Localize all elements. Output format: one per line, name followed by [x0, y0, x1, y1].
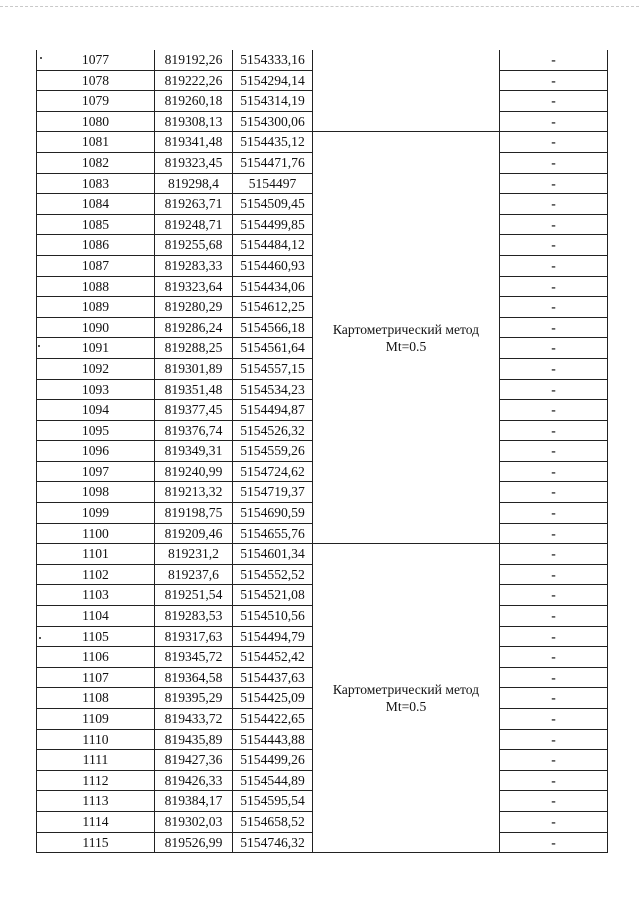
x-coordinate-cell: 819384,17 [155, 791, 233, 812]
y-coordinate-cell: 5154452,42 [233, 647, 313, 668]
x-coordinate-cell: 819395,29 [155, 688, 233, 709]
y-coordinate-cell: 5154509,45 [233, 194, 313, 215]
x-coordinate-cell: 819308,13 [155, 111, 233, 132]
point-number-cell: 1082 [37, 152, 155, 173]
x-coordinate-cell: 819433,72 [155, 709, 233, 730]
point-number-cell: 1083 [37, 173, 155, 194]
y-coordinate-cell: 5154566,18 [233, 317, 313, 338]
mark-cell: - [500, 770, 608, 791]
y-coordinate-cell: 5154658,52 [233, 811, 313, 832]
x-coordinate-cell: 819341,48 [155, 132, 233, 153]
method-accuracy: Mt=0.5 [385, 699, 427, 715]
point-number-cell: 1087 [37, 255, 155, 276]
x-coordinate-cell: 819286,24 [155, 317, 233, 338]
point-number-cell: 1088 [37, 276, 155, 297]
point-number-cell: 1110 [37, 729, 155, 750]
x-coordinate-cell: 819248,71 [155, 214, 233, 235]
x-coordinate-cell: 819364,58 [155, 667, 233, 688]
y-coordinate-cell: 5154746,32 [233, 832, 313, 853]
mark-cell: - [500, 523, 608, 544]
point-number-cell: 1081 [37, 132, 155, 153]
mark-cell: - [500, 235, 608, 256]
y-coordinate-cell: 5154521,08 [233, 585, 313, 606]
x-coordinate-cell: 819283,53 [155, 606, 233, 627]
x-coordinate-cell: 819323,45 [155, 152, 233, 173]
point-number-cell: 1096 [37, 441, 155, 462]
x-coordinate-cell: 819198,75 [155, 503, 233, 524]
y-coordinate-cell: 5154471,76 [233, 152, 313, 173]
x-coordinate-cell: 819260,18 [155, 91, 233, 112]
mark-cell: - [500, 214, 608, 235]
y-coordinate-cell: 5154559,26 [233, 441, 313, 462]
x-coordinate-cell: 819255,68 [155, 235, 233, 256]
mark-cell: - [500, 50, 608, 70]
y-coordinate-cell: 5154437,63 [233, 667, 313, 688]
mark-cell: - [500, 461, 608, 482]
x-coordinate-cell: 819283,33 [155, 255, 233, 276]
y-coordinate-cell: 5154497 [233, 173, 313, 194]
y-coordinate-cell: 5154601,34 [233, 544, 313, 565]
mark-cell: - [500, 585, 608, 606]
mark-cell: - [500, 626, 608, 647]
mark-cell: - [500, 420, 608, 441]
x-coordinate-cell: 819209,46 [155, 523, 233, 544]
method-name: Картометрический метод [332, 321, 480, 337]
table-row [37, 50, 608, 70]
scan-top-rule [0, 6, 639, 7]
point-number-cell: 1102 [37, 564, 155, 585]
x-coordinate-cell: 819237,6 [155, 564, 233, 585]
y-coordinate-cell: 5154434,06 [233, 276, 313, 297]
y-coordinate-cell: 5154534,23 [233, 379, 313, 400]
mark-cell: - [500, 544, 608, 565]
x-coordinate-cell: 819351,48 [155, 379, 233, 400]
mark-cell: - [500, 729, 608, 750]
x-coordinate-cell: 819427,36 [155, 750, 233, 771]
point-number-cell: 1100 [37, 523, 155, 544]
y-coordinate-cell: 5154557,15 [233, 358, 313, 379]
y-coordinate-cell: 5154443,88 [233, 729, 313, 750]
point-number-cell: 1080 [37, 111, 155, 132]
x-coordinate-cell: 819349,31 [155, 441, 233, 462]
y-coordinate-cell: 5154499,26 [233, 750, 313, 771]
mark-cell: - [500, 832, 608, 853]
x-coordinate-cell: 819298,4 [155, 173, 233, 194]
y-coordinate-cell: 5154484,12 [233, 235, 313, 256]
x-coordinate-cell: 819222,26 [155, 70, 233, 91]
point-number-cell: 1094 [37, 400, 155, 421]
x-coordinate-cell: 819377,45 [155, 400, 233, 421]
mark-cell: - [500, 276, 608, 297]
mark-cell: - [500, 606, 608, 627]
point-number-cell: 1097 [37, 461, 155, 482]
x-coordinate-cell: 819345,72 [155, 647, 233, 668]
mark-cell: - [500, 338, 608, 359]
point-number-cell: 1108 [37, 688, 155, 709]
point-number-cell: 1079 [37, 91, 155, 112]
point-number-cell: 1091 [37, 338, 155, 359]
mark-cell: - [500, 688, 608, 709]
x-coordinate-cell: 819301,89 [155, 358, 233, 379]
y-coordinate-cell: 5154655,76 [233, 523, 313, 544]
point-number-cell: 1099 [37, 503, 155, 524]
point-number-cell: 1090 [37, 317, 155, 338]
point-number-cell: 1093 [37, 379, 155, 400]
mark-cell: - [500, 791, 608, 812]
point-number-cell: 1086 [37, 235, 155, 256]
y-coordinate-cell: 5154510,56 [233, 606, 313, 627]
mark-cell: - [500, 194, 608, 215]
table-row [37, 132, 608, 153]
mark-cell: - [500, 503, 608, 524]
method-cell [313, 132, 500, 544]
x-coordinate-cell: 819213,32 [155, 482, 233, 503]
mark-cell: - [500, 379, 608, 400]
y-coordinate-cell: 5154612,25 [233, 297, 313, 318]
x-coordinate-cell: 819288,25 [155, 338, 233, 359]
coordinates-table [36, 50, 608, 853]
mark-cell: - [500, 255, 608, 276]
x-coordinate-cell: 819526,99 [155, 832, 233, 853]
y-coordinate-cell: 5154435,12 [233, 132, 313, 153]
method-cell [313, 544, 500, 853]
x-coordinate-cell: 819426,33 [155, 770, 233, 791]
mark-cell: - [500, 70, 608, 91]
y-coordinate-cell: 5154314,19 [233, 91, 313, 112]
mark-cell: - [500, 750, 608, 771]
point-number-cell: 1105 [37, 626, 155, 647]
x-coordinate-cell: 819192,26 [155, 50, 233, 70]
point-number-cell: 1101 [37, 544, 155, 565]
mark-cell: - [500, 667, 608, 688]
mark-cell: - [500, 441, 608, 462]
point-number-cell: 1104 [37, 606, 155, 627]
x-coordinate-cell: 819280,29 [155, 297, 233, 318]
mark-cell: - [500, 564, 608, 585]
y-coordinate-cell: 5154724,62 [233, 461, 313, 482]
mark-cell: - [500, 317, 608, 338]
x-coordinate-cell: 819302,03 [155, 811, 233, 832]
mark-cell: - [500, 709, 608, 730]
y-coordinate-cell: 5154552,52 [233, 564, 313, 585]
method-accuracy: Mt=0.5 [385, 338, 427, 354]
x-coordinate-cell: 819376,74 [155, 420, 233, 441]
method-name: Картометрический метод [332, 682, 480, 698]
y-coordinate-cell: 5154425,09 [233, 688, 313, 709]
y-coordinate-cell: 5154460,93 [233, 255, 313, 276]
y-coordinate-cell: 5154544,89 [233, 770, 313, 791]
method-cell-empty [313, 50, 500, 132]
mark-cell: - [500, 400, 608, 421]
point-number-cell: 1115 [37, 832, 155, 853]
point-number-cell: 1098 [37, 482, 155, 503]
y-coordinate-cell: 5154526,32 [233, 420, 313, 441]
point-number-cell: 1113 [37, 791, 155, 812]
mark-cell: - [500, 91, 608, 112]
y-coordinate-cell: 5154719,37 [233, 482, 313, 503]
point-number-cell: 1077 [37, 50, 155, 70]
x-coordinate-cell: 819240,99 [155, 461, 233, 482]
y-coordinate-cell: 5154494,87 [233, 400, 313, 421]
y-coordinate-cell: 5154561,64 [233, 338, 313, 359]
mark-cell: - [500, 173, 608, 194]
point-number-cell: 1084 [37, 194, 155, 215]
y-coordinate-cell: 5154595,54 [233, 791, 313, 812]
y-coordinate-cell: 5154422,65 [233, 709, 313, 730]
point-number-cell: 1103 [37, 585, 155, 606]
y-coordinate-cell: 5154300,06 [233, 111, 313, 132]
x-coordinate-cell: 819435,89 [155, 729, 233, 750]
mark-cell: - [500, 482, 608, 503]
y-coordinate-cell: 5154690,59 [233, 503, 313, 524]
point-number-cell: 1078 [37, 70, 155, 91]
x-coordinate-cell: 819251,54 [155, 585, 233, 606]
point-number-cell: 1107 [37, 667, 155, 688]
point-number-cell: 1114 [37, 811, 155, 832]
point-number-cell: 1095 [37, 420, 155, 441]
mark-cell: - [500, 358, 608, 379]
mark-cell: - [500, 152, 608, 173]
table-row [37, 544, 608, 565]
mark-cell: - [500, 811, 608, 832]
y-coordinate-cell: 5154494,79 [233, 626, 313, 647]
point-number-cell: 1112 [37, 770, 155, 791]
point-number-cell: 1089 [37, 297, 155, 318]
x-coordinate-cell: 819231,2 [155, 544, 233, 565]
point-number-cell: 1106 [37, 647, 155, 668]
y-coordinate-cell: 5154499,85 [233, 214, 313, 235]
mark-cell: - [500, 111, 608, 132]
point-number-cell: 1085 [37, 214, 155, 235]
x-coordinate-cell: 819323,64 [155, 276, 233, 297]
point-number-cell: 1109 [37, 709, 155, 730]
y-coordinate-cell: 5154294,14 [233, 70, 313, 91]
mark-cell: - [500, 132, 608, 153]
mark-cell: - [500, 297, 608, 318]
coordinates-table-body [37, 50, 608, 853]
x-coordinate-cell: 819263,71 [155, 194, 233, 215]
x-coordinate-cell: 819317,63 [155, 626, 233, 647]
mark-cell: - [500, 647, 608, 668]
point-number-cell: 1092 [37, 358, 155, 379]
point-number-cell: 1111 [37, 750, 155, 771]
y-coordinate-cell: 5154333,16 [233, 50, 313, 70]
